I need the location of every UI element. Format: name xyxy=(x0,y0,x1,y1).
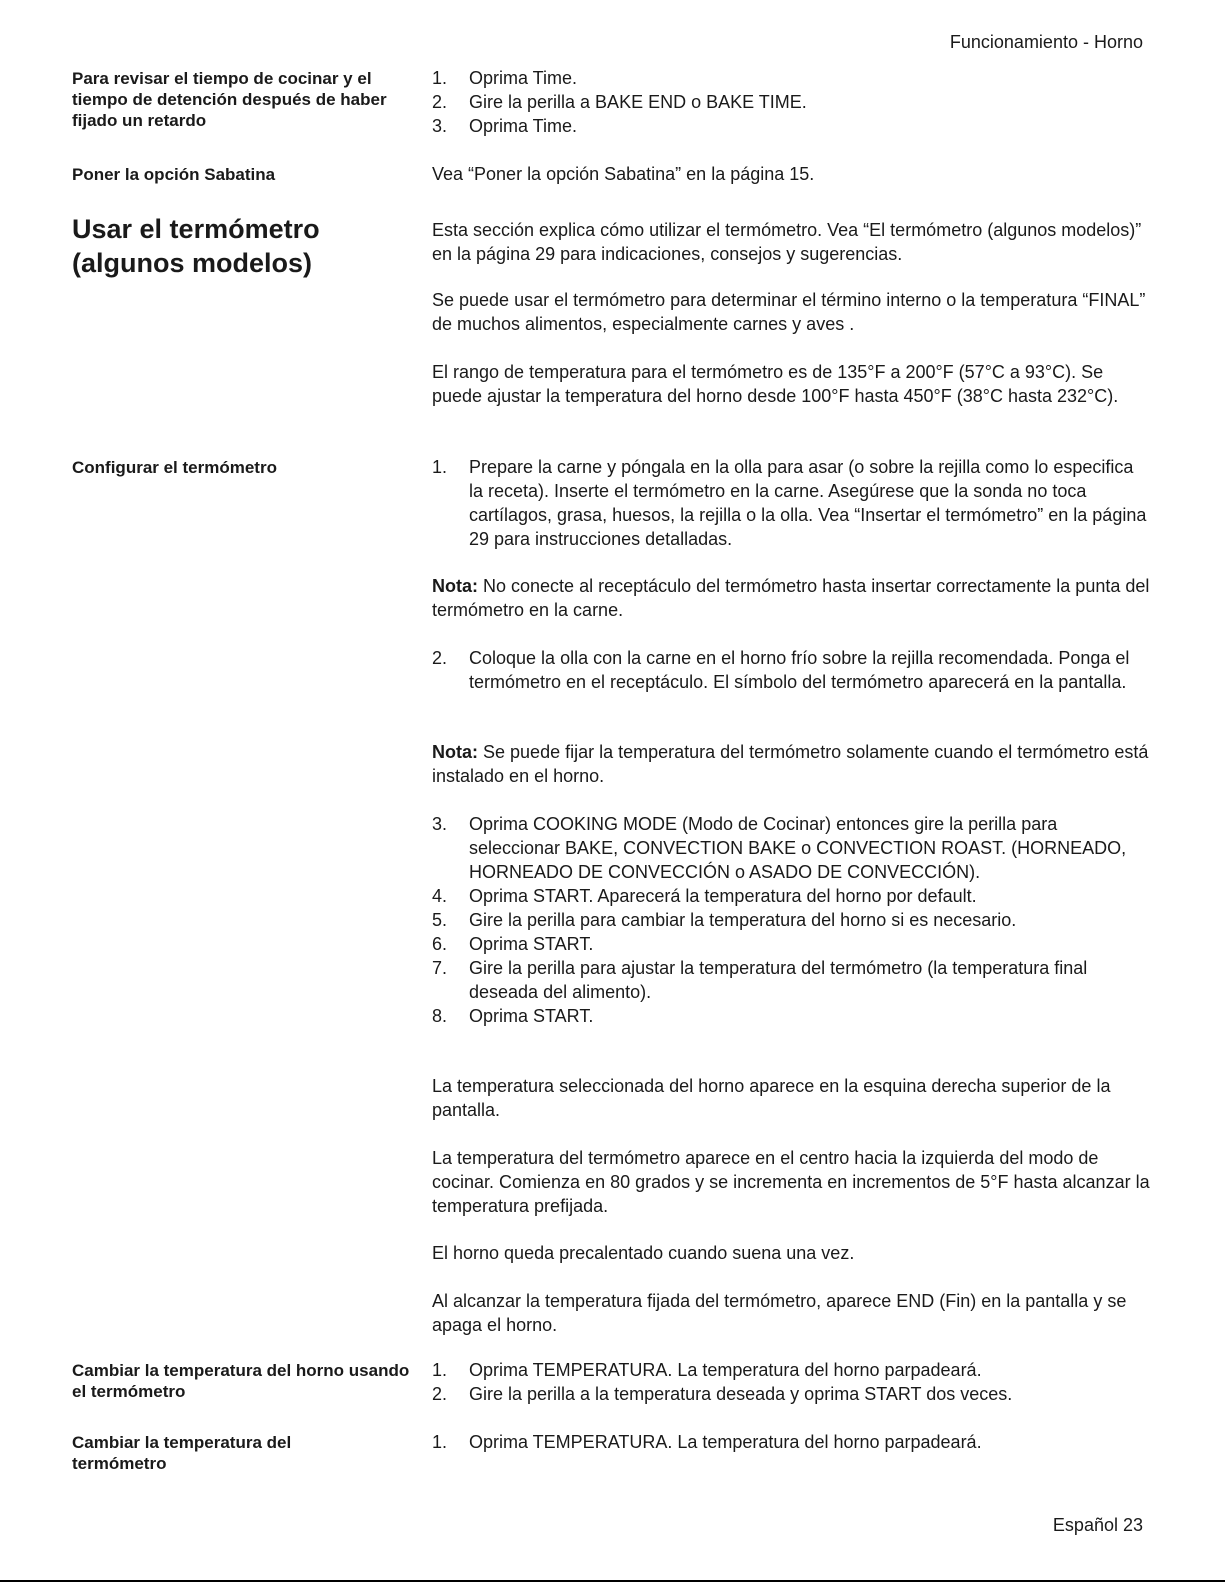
configure-steps-3-8 xyxy=(432,812,1152,1028)
sabbath-text: Vea “Poner la opción Sabatina” en la página 15. xyxy=(432,164,815,184)
section-heading-check-cook-time: Para revisar el tiempo de cocinar y el tiempo de detención después de haber fijado un retardo xyxy=(72,69,387,130)
list-item xyxy=(432,455,1152,551)
list-item xyxy=(432,884,1152,908)
step-text: Oprima TEMPERATURA. La temperatura del horno parpadeará. xyxy=(469,1432,982,1452)
list-item xyxy=(432,812,1152,884)
note-text: Se puede fijar la temperatura del termómetro solamente cuando el termómetro está instalado en el horno. xyxy=(432,742,1149,786)
step-text: Oprima START. Aparecerá la temperatura del horno por default. xyxy=(469,886,977,906)
step-number: 7. xyxy=(432,958,448,978)
step-text: Gire la perilla a la temperatura deseada y oprima START dos veces. xyxy=(469,1384,1013,1404)
step-number: 2. xyxy=(432,1384,448,1404)
oven-temp-display-info: La temperatura seleccionada del horno aparece en la esquina derecha superior de la pantalla. xyxy=(432,1076,1111,1120)
step-text: Oprima Time. xyxy=(469,116,578,136)
list-item xyxy=(432,1430,1152,1454)
page-header: Funcionamiento - Horno xyxy=(949,32,1143,52)
configure-step-1 xyxy=(432,455,1152,551)
bottom-divider xyxy=(0,1580,1225,1582)
end-info: Al alcanzar la temperatura fijada del termómetro, aparece END (Fin) en la pantalla y se apaga el horno. xyxy=(432,1291,1127,1335)
step-number: 1. xyxy=(432,1432,448,1452)
list-item xyxy=(432,114,1152,138)
step-number: 2. xyxy=(432,648,448,668)
step-text: Oprima TEMPERATURA. La temperatura del horno parpadeará. xyxy=(469,1360,982,1380)
step-text: Gire la perilla a BAKE END o BAKE TIME. xyxy=(469,92,807,112)
thermometer-range: El rango de temperatura para el termómetro es de 135°F a 200°F (57°C a 93°C). Se puede ajustar la temperatura del horno desde 100°F hasta 450°F (38°C hasta 232°C). xyxy=(432,362,1119,406)
list-item xyxy=(432,1004,1152,1028)
note-1 xyxy=(432,574,1152,622)
step-number: 3. xyxy=(432,116,448,136)
step-text: Oprima START. xyxy=(469,934,594,954)
note-label: Nota: xyxy=(432,576,478,596)
thermometer-temp-display-info: La temperatura del termómetro aparece en el centro hacia la izquierda del modo de cocinar. Comienza en 80 grados y se incrementa en incrementos de 5°F hasta alcanzar la temperatura prefijada. xyxy=(432,1148,1150,1216)
note-text: No conecte al receptáculo del termómetro hasta insertar correctamente la punta del termómetro en la carne. xyxy=(432,576,1150,620)
step-number: 1. xyxy=(432,457,448,477)
preheat-info: El horno queda precalentado cuando suena una vez. xyxy=(432,1243,855,1263)
section-heading-configure-thermometer: Configurar el termómetro xyxy=(72,458,277,477)
step-number: 6. xyxy=(432,934,448,954)
list-item xyxy=(432,932,1152,956)
step-number: 8. xyxy=(432,1006,448,1026)
step-number: 1. xyxy=(432,68,448,88)
configure-step-2 xyxy=(432,646,1152,694)
section-heading-change-oven-temp: Cambiar la temperatura del horno usando el termómetro xyxy=(72,1361,410,1401)
step-text: Oprima COOKING MODE (Modo de Cocinar) entonces gire la perilla para seleccionar BAKE, CONVECTION BAKE o CONVECTION ROAST. (HORNEADO, HORNEADO DE CONVECCIÓN o ASADO DE CONVECCIÓN). xyxy=(469,814,1127,882)
section-heading-sabbath: Poner la opción Sabatina xyxy=(72,165,276,184)
list-item xyxy=(432,90,1152,114)
thermometer-usage: Se puede usar el termómetro para determinar el término interno o la temperatura “FINAL” de muchos alimentos, especialmente carnes y aves . xyxy=(432,290,1146,334)
step-number: 2. xyxy=(432,92,448,112)
list-item xyxy=(432,956,1152,1004)
step-text: Oprima START. xyxy=(469,1006,594,1026)
step-number: 1. xyxy=(432,1360,448,1380)
step-number: 3. xyxy=(432,814,448,834)
list-item xyxy=(432,1382,1152,1406)
list-item xyxy=(432,1358,1152,1382)
thermometer-intro: Esta sección explica cómo utilizar el termómetro. Vea “El termómetro (algunos modelos)” en la página 29 para indicaciones, consejos y sugerencias. xyxy=(432,220,1142,264)
list-item xyxy=(432,908,1152,932)
step-text: Gire la perilla para cambiar la temperatura del horno si es necesario. xyxy=(469,910,1017,930)
step-text: Gire la perilla para ajustar la temperatura del termómetro (la temperatura final deseada del alimento). xyxy=(469,958,1088,1002)
check-time-steps xyxy=(432,66,1152,138)
note-label: Nota: xyxy=(432,742,478,762)
note-2 xyxy=(432,740,1152,788)
step-text: Oprima Time. xyxy=(469,68,578,88)
step-text: Coloque la olla con la carne en el horno frío sobre la rejilla recomendada. Ponga el termómetro en el receptáculo. El símbolo del termómetro aparecerá en la pantalla. xyxy=(469,648,1130,692)
change-oven-temp-steps xyxy=(432,1358,1152,1406)
change-thermometer-temp-steps xyxy=(432,1430,1152,1454)
page-footer: Español 23 xyxy=(1052,1515,1143,1535)
step-number: 5. xyxy=(432,910,448,930)
section-title-thermometer: Usar el termómetro (algunos modelos) xyxy=(72,214,320,278)
section-heading-change-thermometer-temp: Cambiar la temperatura del termómetro xyxy=(72,1433,292,1473)
step-text: Prepare la carne y póngala en la olla para asar (o sobre la rejilla como lo especifica la receta). Inserte el termómetro en la carne. Asegúrese que la sonda no toca cartílagos, grasa, huesos, la rejilla o la olla. Vea “Insertar el termómetro” en la página 29 para instrucciones detalladas. xyxy=(469,457,1147,549)
list-item xyxy=(432,66,1152,90)
step-number: 4. xyxy=(432,886,448,906)
list-item xyxy=(432,646,1152,694)
